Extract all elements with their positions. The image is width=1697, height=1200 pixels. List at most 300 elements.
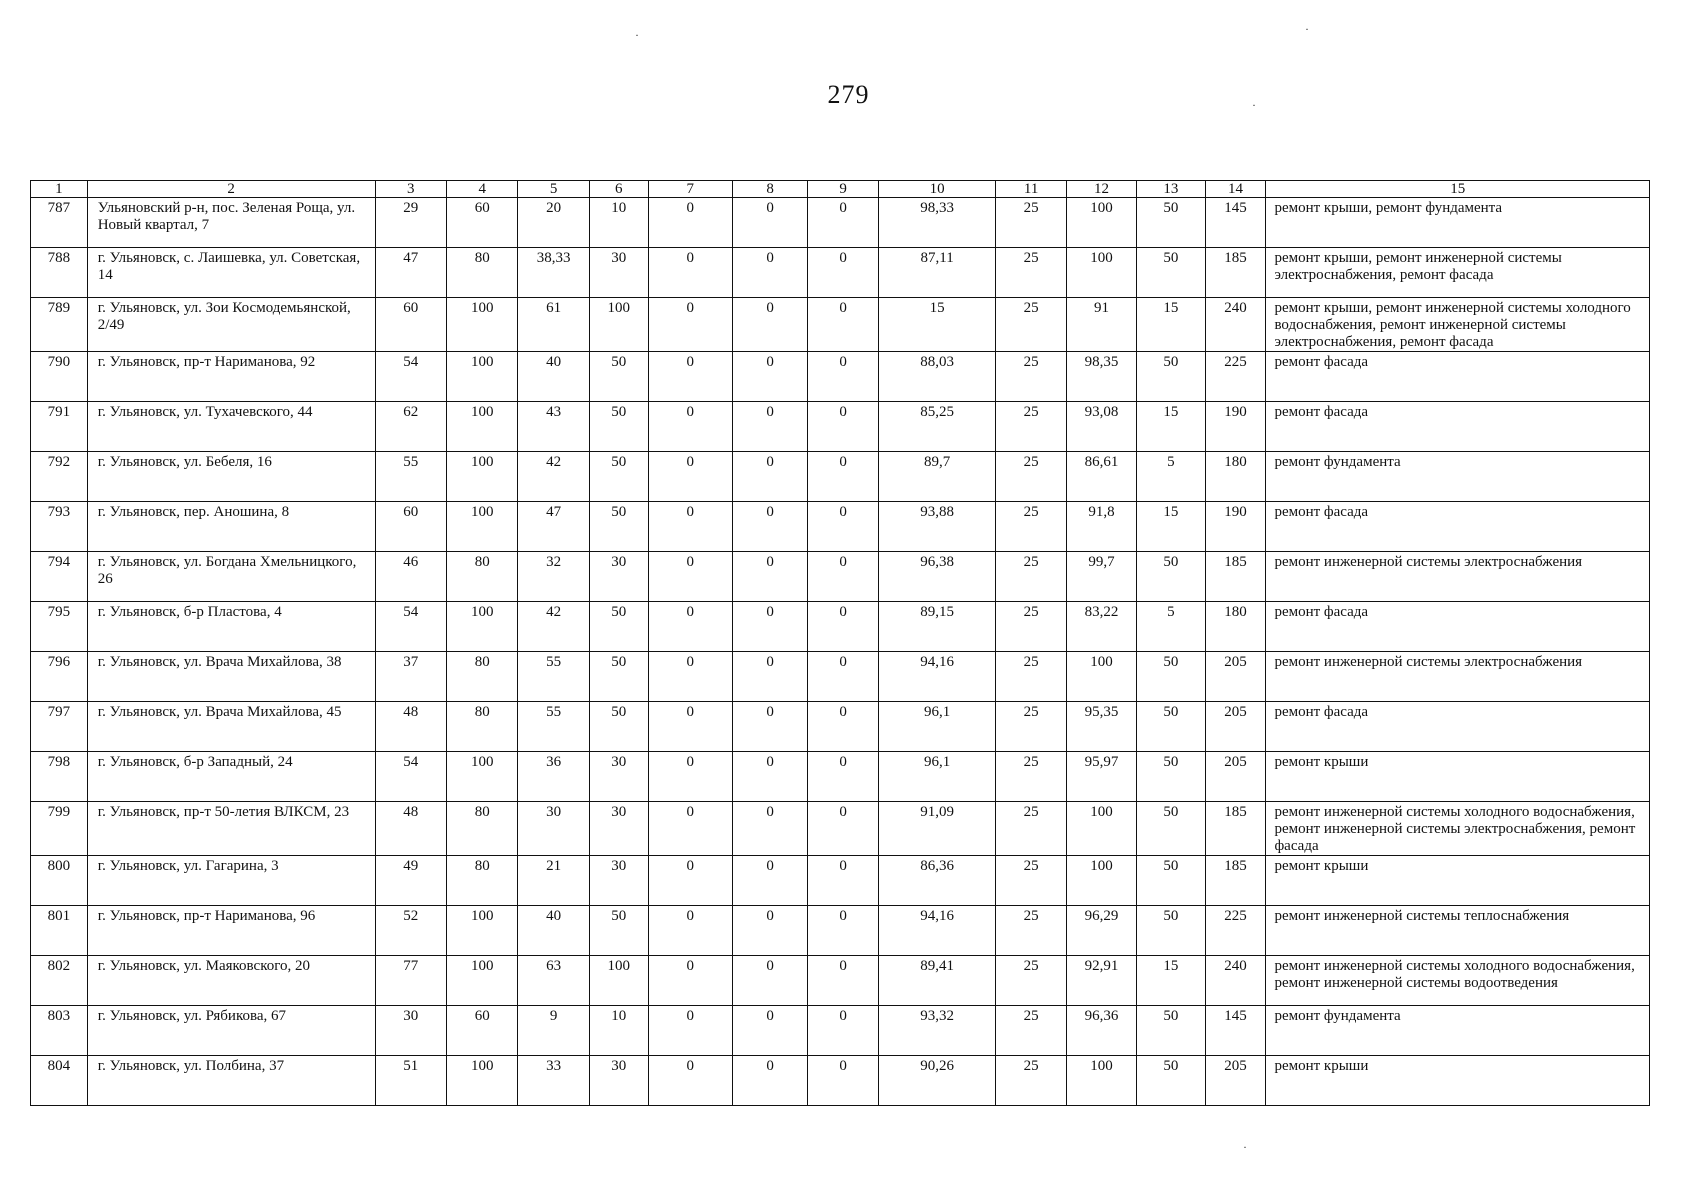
value-cell: 40 bbox=[518, 352, 589, 402]
value-cell: 100 bbox=[447, 1056, 518, 1106]
value-cell: 25 bbox=[996, 752, 1066, 802]
value-cell: 0 bbox=[648, 1006, 732, 1056]
value-cell: 96,1 bbox=[878, 702, 996, 752]
value-cell: 60 bbox=[447, 198, 518, 248]
value-cell: 100 bbox=[1066, 248, 1136, 298]
value-cell: 90,26 bbox=[878, 1056, 996, 1106]
value-cell: 20 bbox=[518, 198, 589, 248]
value-cell: 0 bbox=[808, 198, 878, 248]
value-cell: 0 bbox=[648, 552, 732, 602]
value-cell: 0 bbox=[732, 856, 808, 906]
value-cell: 15 bbox=[1137, 298, 1205, 352]
value-cell: 30 bbox=[589, 552, 648, 602]
address-cell: г. Ульяновск, ул. Полбина, 37 bbox=[87, 1056, 375, 1106]
value-cell: 25 bbox=[996, 802, 1066, 856]
value-cell: 5 bbox=[1137, 602, 1205, 652]
value-cell: 25 bbox=[996, 352, 1066, 402]
value-cell: 185 bbox=[1205, 552, 1266, 602]
work-type-cell: ремонт фасада bbox=[1266, 352, 1650, 402]
value-cell: 43 bbox=[518, 402, 589, 452]
column-header: 3 bbox=[375, 181, 446, 198]
value-cell: 100 bbox=[1066, 856, 1136, 906]
value-cell: 0 bbox=[648, 802, 732, 856]
value-cell: 91 bbox=[1066, 298, 1136, 352]
work-type-cell: ремонт крыши, ремонт фундамента bbox=[1266, 198, 1650, 248]
address-cell: г. Ульяновск, ул. Врача Михайлова, 38 bbox=[87, 652, 375, 702]
value-cell: 0 bbox=[648, 452, 732, 502]
value-cell: 0 bbox=[808, 856, 878, 906]
value-cell: 30 bbox=[589, 856, 648, 906]
table-row bbox=[31, 856, 1650, 906]
value-cell: 50 bbox=[1137, 906, 1205, 956]
table-row bbox=[31, 906, 1650, 956]
value-cell: 89,15 bbox=[878, 602, 996, 652]
address-cell: г. Ульяновск, ул. Бебеля, 16 bbox=[87, 452, 375, 502]
value-cell: 89,7 bbox=[878, 452, 996, 502]
value-cell: 0 bbox=[732, 552, 808, 602]
row-number-cell: 803 bbox=[31, 1006, 88, 1056]
value-cell: 100 bbox=[1066, 198, 1136, 248]
value-cell: 50 bbox=[1137, 652, 1205, 702]
value-cell: 0 bbox=[648, 856, 732, 906]
value-cell: 15 bbox=[878, 298, 996, 352]
work-type-cell: ремонт фасада bbox=[1266, 402, 1650, 452]
value-cell: 36 bbox=[518, 752, 589, 802]
value-cell: 100 bbox=[1066, 652, 1136, 702]
value-cell: 0 bbox=[648, 298, 732, 352]
row-number-cell: 798 bbox=[31, 752, 88, 802]
value-cell: 40 bbox=[518, 906, 589, 956]
value-cell: 0 bbox=[808, 802, 878, 856]
work-type-cell: ремонт крыши bbox=[1266, 1056, 1650, 1106]
address-cell: г. Ульяновск, ул. Маяковского, 20 bbox=[87, 956, 375, 1006]
value-cell: 80 bbox=[447, 802, 518, 856]
value-cell: 30 bbox=[518, 802, 589, 856]
row-number-cell: 788 bbox=[31, 248, 88, 298]
address-cell: г. Ульяновск, ул. Рябикова, 67 bbox=[87, 1006, 375, 1056]
value-cell: 15 bbox=[1137, 502, 1205, 552]
value-cell: 0 bbox=[732, 402, 808, 452]
value-cell: 55 bbox=[375, 452, 446, 502]
scan-speck: · bbox=[635, 28, 639, 42]
value-cell: 50 bbox=[589, 452, 648, 502]
value-cell: 10 bbox=[589, 1006, 648, 1056]
column-header: 6 bbox=[589, 181, 648, 198]
value-cell: 25 bbox=[996, 552, 1066, 602]
value-cell: 0 bbox=[732, 298, 808, 352]
value-cell: 50 bbox=[589, 352, 648, 402]
value-cell: 60 bbox=[375, 502, 446, 552]
value-cell: 100 bbox=[447, 402, 518, 452]
value-cell: 145 bbox=[1205, 198, 1266, 248]
value-cell: 46 bbox=[375, 552, 446, 602]
value-cell: 42 bbox=[518, 602, 589, 652]
address-cell: г. Ульяновск, пр-т Нариманова, 92 bbox=[87, 352, 375, 402]
row-number-cell: 802 bbox=[31, 956, 88, 1006]
value-cell: 205 bbox=[1205, 1056, 1266, 1106]
value-cell: 100 bbox=[589, 298, 648, 352]
value-cell: 0 bbox=[808, 402, 878, 452]
value-cell: 30 bbox=[589, 752, 648, 802]
address-cell: г. Ульяновск, пер. Аношина, 8 bbox=[87, 502, 375, 552]
value-cell: 96,36 bbox=[1066, 1006, 1136, 1056]
value-cell: 62 bbox=[375, 402, 446, 452]
work-type-cell: ремонт инженерной системы электроснабжения bbox=[1266, 552, 1650, 602]
value-cell: 50 bbox=[589, 502, 648, 552]
column-header: 7 bbox=[648, 181, 732, 198]
value-cell: 145 bbox=[1205, 1006, 1266, 1056]
value-cell: 100 bbox=[447, 298, 518, 352]
value-cell: 80 bbox=[447, 702, 518, 752]
value-cell: 88,03 bbox=[878, 352, 996, 402]
table-row bbox=[31, 352, 1650, 402]
value-cell: 80 bbox=[447, 652, 518, 702]
scan-speck: · bbox=[1252, 98, 1256, 112]
work-type-cell: ремонт фасада bbox=[1266, 502, 1650, 552]
table-row bbox=[31, 956, 1650, 1006]
address-cell: г. Ульяновск, ул. Зои Космодемьянской, 2/49 bbox=[87, 298, 375, 352]
value-cell: 205 bbox=[1205, 702, 1266, 752]
value-cell: 0 bbox=[732, 198, 808, 248]
value-cell: 0 bbox=[732, 652, 808, 702]
value-cell: 48 bbox=[375, 702, 446, 752]
value-cell: 100 bbox=[589, 956, 648, 1006]
table-row bbox=[31, 502, 1650, 552]
value-cell: 225 bbox=[1205, 906, 1266, 956]
value-cell: 100 bbox=[447, 502, 518, 552]
value-cell: 54 bbox=[375, 352, 446, 402]
row-number-cell: 796 bbox=[31, 652, 88, 702]
row-number-cell: 790 bbox=[31, 352, 88, 402]
work-type-cell: ремонт крыши, ремонт инженерной системы холодного водоснабжения, ремонт инженерной системы электроснабжения, ремонт фасада bbox=[1266, 298, 1650, 352]
value-cell: 25 bbox=[996, 602, 1066, 652]
table-row bbox=[31, 452, 1650, 502]
value-cell: 99,7 bbox=[1066, 552, 1136, 602]
address-cell: г. Ульяновск, пр-т Нариманова, 96 bbox=[87, 906, 375, 956]
value-cell: 38,33 bbox=[518, 248, 589, 298]
address-cell: г. Ульяновск, пр-т 50-летия ВЛКСМ, 23 bbox=[87, 802, 375, 856]
table-row bbox=[31, 552, 1650, 602]
value-cell: 0 bbox=[648, 1056, 732, 1106]
column-header: 4 bbox=[447, 181, 518, 198]
value-cell: 0 bbox=[808, 248, 878, 298]
value-cell: 0 bbox=[648, 248, 732, 298]
value-cell: 30 bbox=[589, 248, 648, 298]
value-cell: 85,25 bbox=[878, 402, 996, 452]
value-cell: 25 bbox=[996, 502, 1066, 552]
value-cell: 0 bbox=[732, 752, 808, 802]
value-cell: 94,16 bbox=[878, 906, 996, 956]
value-cell: 50 bbox=[1137, 1056, 1205, 1106]
value-cell: 50 bbox=[589, 652, 648, 702]
value-cell: 94,16 bbox=[878, 652, 996, 702]
value-cell: 0 bbox=[732, 452, 808, 502]
value-cell: 0 bbox=[648, 352, 732, 402]
column-header: 2 bbox=[87, 181, 375, 198]
row-number-cell: 800 bbox=[31, 856, 88, 906]
value-cell: 185 bbox=[1205, 802, 1266, 856]
value-cell: 0 bbox=[648, 602, 732, 652]
value-cell: 60 bbox=[447, 1006, 518, 1056]
value-cell: 25 bbox=[996, 702, 1066, 752]
value-cell: 0 bbox=[732, 248, 808, 298]
value-cell: 32 bbox=[518, 552, 589, 602]
page-number: 279 bbox=[827, 80, 870, 109]
value-cell: 50 bbox=[1137, 1006, 1205, 1056]
value-cell: 240 bbox=[1205, 298, 1266, 352]
scan-speck: · bbox=[1305, 22, 1309, 36]
value-cell: 50 bbox=[1137, 702, 1205, 752]
value-cell: 80 bbox=[447, 248, 518, 298]
value-cell: 0 bbox=[808, 652, 878, 702]
address-cell: г. Ульяновск, ул. Врача Михайлова, 45 bbox=[87, 702, 375, 752]
value-cell: 0 bbox=[808, 352, 878, 402]
value-cell: 50 bbox=[589, 402, 648, 452]
value-cell: 86,36 bbox=[878, 856, 996, 906]
header-row bbox=[31, 181, 1650, 198]
value-cell: 61 bbox=[518, 298, 589, 352]
value-cell: 0 bbox=[648, 702, 732, 752]
value-cell: 0 bbox=[648, 906, 732, 956]
value-cell: 0 bbox=[732, 802, 808, 856]
value-cell: 37 bbox=[375, 652, 446, 702]
value-cell: 0 bbox=[808, 298, 878, 352]
value-cell: 93,88 bbox=[878, 502, 996, 552]
value-cell: 185 bbox=[1205, 248, 1266, 298]
work-type-cell: ремонт инженерной системы теплоснабжения bbox=[1266, 906, 1650, 956]
value-cell: 25 bbox=[996, 1006, 1066, 1056]
value-cell: 25 bbox=[996, 198, 1066, 248]
work-type-cell: ремонт фасада bbox=[1266, 702, 1650, 752]
value-cell: 0 bbox=[648, 402, 732, 452]
value-cell: 25 bbox=[996, 452, 1066, 502]
value-cell: 91,09 bbox=[878, 802, 996, 856]
value-cell: 0 bbox=[648, 502, 732, 552]
column-header: 5 bbox=[518, 181, 589, 198]
value-cell: 0 bbox=[648, 956, 732, 1006]
value-cell: 98,33 bbox=[878, 198, 996, 248]
value-cell: 50 bbox=[1137, 552, 1205, 602]
column-header: 9 bbox=[808, 181, 878, 198]
value-cell: 100 bbox=[447, 352, 518, 402]
value-cell: 30 bbox=[589, 802, 648, 856]
value-cell: 0 bbox=[732, 352, 808, 402]
table-row bbox=[31, 602, 1650, 652]
value-cell: 96,1 bbox=[878, 752, 996, 802]
address-cell: г. Ульяновск, ул. Гагарина, 3 bbox=[87, 856, 375, 906]
value-cell: 0 bbox=[808, 1006, 878, 1056]
value-cell: 100 bbox=[447, 906, 518, 956]
value-cell: 47 bbox=[518, 502, 589, 552]
column-header: 8 bbox=[732, 181, 808, 198]
table-row bbox=[31, 198, 1650, 248]
value-cell: 25 bbox=[996, 248, 1066, 298]
value-cell: 42 bbox=[518, 452, 589, 502]
column-header: 14 bbox=[1205, 181, 1266, 198]
value-cell: 50 bbox=[1137, 248, 1205, 298]
value-cell: 50 bbox=[1137, 198, 1205, 248]
value-cell: 0 bbox=[808, 906, 878, 956]
value-cell: 50 bbox=[1137, 752, 1205, 802]
table-body bbox=[31, 198, 1650, 1106]
data-table-container bbox=[30, 180, 1650, 1106]
value-cell: 30 bbox=[375, 1006, 446, 1056]
value-cell: 0 bbox=[732, 702, 808, 752]
value-cell: 190 bbox=[1205, 402, 1266, 452]
value-cell: 89,41 bbox=[878, 956, 996, 1006]
value-cell: 80 bbox=[447, 552, 518, 602]
value-cell: 50 bbox=[589, 602, 648, 652]
table-row bbox=[31, 248, 1650, 298]
value-cell: 180 bbox=[1205, 452, 1266, 502]
value-cell: 33 bbox=[518, 1056, 589, 1106]
value-cell: 0 bbox=[808, 452, 878, 502]
address-cell: г. Ульяновск, ул. Тухачевского, 44 bbox=[87, 402, 375, 452]
value-cell: 0 bbox=[732, 502, 808, 552]
value-cell: 77 bbox=[375, 956, 446, 1006]
table-row bbox=[31, 402, 1650, 452]
value-cell: 0 bbox=[732, 906, 808, 956]
work-type-cell: ремонт фундамента bbox=[1266, 452, 1650, 502]
value-cell: 100 bbox=[447, 452, 518, 502]
value-cell: 205 bbox=[1205, 652, 1266, 702]
value-cell: 100 bbox=[447, 602, 518, 652]
value-cell: 63 bbox=[518, 956, 589, 1006]
value-cell: 0 bbox=[808, 502, 878, 552]
data-table bbox=[30, 180, 1650, 1106]
value-cell: 10 bbox=[589, 198, 648, 248]
table-row bbox=[31, 652, 1650, 702]
row-number-cell: 787 bbox=[31, 198, 88, 248]
value-cell: 50 bbox=[589, 702, 648, 752]
value-cell: 49 bbox=[375, 856, 446, 906]
value-cell: 86,61 bbox=[1066, 452, 1136, 502]
value-cell: 48 bbox=[375, 802, 446, 856]
row-number-cell: 792 bbox=[31, 452, 88, 502]
value-cell: 0 bbox=[808, 602, 878, 652]
value-cell: 0 bbox=[808, 1056, 878, 1106]
column-header: 1 bbox=[31, 181, 88, 198]
work-type-cell: ремонт инженерной системы холодного водоснабжения, ремонт инженерной системы водоотведения bbox=[1266, 956, 1650, 1006]
value-cell: 225 bbox=[1205, 352, 1266, 402]
value-cell: 100 bbox=[447, 956, 518, 1006]
row-number-cell: 801 bbox=[31, 906, 88, 956]
row-number-cell: 793 bbox=[31, 502, 88, 552]
value-cell: 96,29 bbox=[1066, 906, 1136, 956]
value-cell: 30 bbox=[589, 1056, 648, 1106]
value-cell: 25 bbox=[996, 1056, 1066, 1106]
table-row bbox=[31, 1006, 1650, 1056]
value-cell: 180 bbox=[1205, 602, 1266, 652]
work-type-cell: ремонт инженерной системы электроснабжения bbox=[1266, 652, 1650, 702]
value-cell: 205 bbox=[1205, 752, 1266, 802]
row-number-cell: 797 bbox=[31, 702, 88, 752]
value-cell: 100 bbox=[447, 752, 518, 802]
value-cell: 0 bbox=[732, 1056, 808, 1106]
value-cell: 50 bbox=[589, 906, 648, 956]
value-cell: 0 bbox=[732, 956, 808, 1006]
value-cell: 0 bbox=[808, 702, 878, 752]
table-row bbox=[31, 752, 1650, 802]
value-cell: 55 bbox=[518, 702, 589, 752]
value-cell: 0 bbox=[648, 652, 732, 702]
value-cell: 100 bbox=[1066, 802, 1136, 856]
row-number-cell: 794 bbox=[31, 552, 88, 602]
value-cell: 50 bbox=[1137, 352, 1205, 402]
value-cell: 98,35 bbox=[1066, 352, 1136, 402]
value-cell: 5 bbox=[1137, 452, 1205, 502]
value-cell: 50 bbox=[1137, 802, 1205, 856]
table-row bbox=[31, 802, 1650, 856]
value-cell: 51 bbox=[375, 1056, 446, 1106]
value-cell: 25 bbox=[996, 652, 1066, 702]
row-number-cell: 795 bbox=[31, 602, 88, 652]
value-cell: 55 bbox=[518, 652, 589, 702]
value-cell: 93,32 bbox=[878, 1006, 996, 1056]
address-cell: Ульяновский р-н, пос. Зеленая Роща, ул. Новый квартал, 7 bbox=[87, 198, 375, 248]
work-type-cell: ремонт крыши bbox=[1266, 752, 1650, 802]
address-cell: г. Ульяновск, ул. Богдана Хмельницкого, 26 bbox=[87, 552, 375, 602]
value-cell: 29 bbox=[375, 198, 446, 248]
value-cell: 240 bbox=[1205, 956, 1266, 1006]
value-cell: 190 bbox=[1205, 502, 1266, 552]
column-header: 15 bbox=[1266, 181, 1650, 198]
row-number-cell: 791 bbox=[31, 402, 88, 452]
value-cell: 100 bbox=[1066, 1056, 1136, 1106]
value-cell: 95,35 bbox=[1066, 702, 1136, 752]
table-row bbox=[31, 702, 1650, 752]
value-cell: 9 bbox=[518, 1006, 589, 1056]
value-cell: 50 bbox=[1137, 856, 1205, 906]
address-cell: г. Ульяновск, б-р Западный, 24 bbox=[87, 752, 375, 802]
column-header: 12 bbox=[1066, 181, 1136, 198]
value-cell: 25 bbox=[996, 402, 1066, 452]
value-cell: 0 bbox=[648, 198, 732, 248]
work-type-cell: ремонт крыши, ремонт инженерной системы электроснабжения, ремонт фасада bbox=[1266, 248, 1650, 298]
value-cell: 25 bbox=[996, 856, 1066, 906]
value-cell: 93,08 bbox=[1066, 402, 1136, 452]
value-cell: 21 bbox=[518, 856, 589, 906]
table-row bbox=[31, 1056, 1650, 1106]
value-cell: 83,22 bbox=[1066, 602, 1136, 652]
work-type-cell: ремонт фундамента bbox=[1266, 1006, 1650, 1056]
row-number-cell: 799 bbox=[31, 802, 88, 856]
column-header: 10 bbox=[878, 181, 996, 198]
value-cell: 54 bbox=[375, 752, 446, 802]
value-cell: 87,11 bbox=[878, 248, 996, 298]
value-cell: 91,8 bbox=[1066, 502, 1136, 552]
value-cell: 0 bbox=[808, 552, 878, 602]
address-cell: г. Ульяновск, б-р Пластова, 4 bbox=[87, 602, 375, 652]
value-cell: 0 bbox=[732, 1006, 808, 1056]
scan-speck: · bbox=[1243, 1140, 1247, 1154]
row-number-cell: 789 bbox=[31, 298, 88, 352]
value-cell: 185 bbox=[1205, 856, 1266, 906]
work-type-cell: ремонт инженерной системы холодного водоснабжения, ремонт инженерной системы электроснабжения, ремонт фасада bbox=[1266, 802, 1650, 856]
column-header: 11 bbox=[996, 181, 1066, 198]
value-cell: 60 bbox=[375, 298, 446, 352]
value-cell: 25 bbox=[996, 906, 1066, 956]
value-cell: 0 bbox=[732, 602, 808, 652]
column-header: 13 bbox=[1137, 181, 1205, 198]
value-cell: 0 bbox=[808, 956, 878, 1006]
value-cell: 54 bbox=[375, 602, 446, 652]
work-type-cell: ремонт крыши bbox=[1266, 856, 1650, 906]
value-cell: 0 bbox=[648, 752, 732, 802]
value-cell: 95,97 bbox=[1066, 752, 1136, 802]
value-cell: 96,38 bbox=[878, 552, 996, 602]
value-cell: 92,91 bbox=[1066, 956, 1136, 1006]
